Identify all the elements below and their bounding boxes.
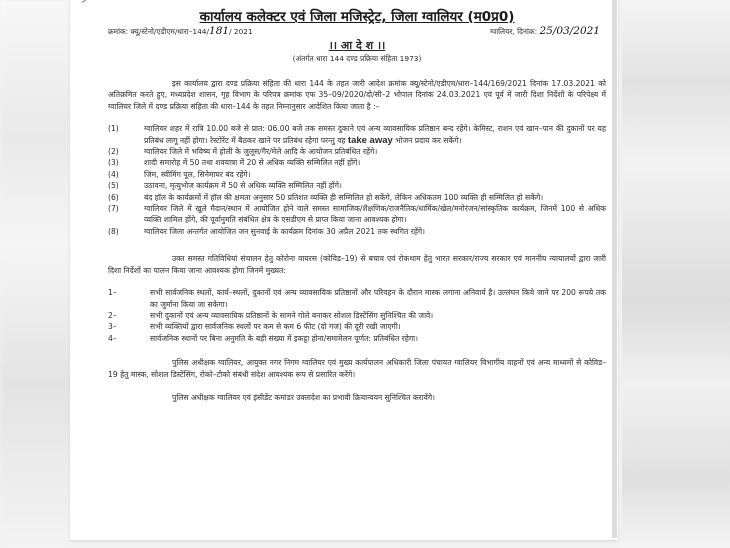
order-item (108, 123, 606, 146)
guideline-text: सार्वजनिक स्थानों पर बिना अनुमति के बड़ी संख्या में इकट्ठा होना/समामेलन पूर्णत: प्रतिबंधित रहेगा। (150, 333, 418, 343)
order-item (108, 203, 606, 226)
guideline-item (108, 287, 606, 310)
order-text: ग्वालियर जिले में खुले मैदान/स्थान में आयोजित होने वाले समस्त सामाजिक/शैक्षणिक/राजनैतिक/धार्मिक/खेल/मनोरंजन/सांस्कृतिक कार्यक्रम, जिनमें 100 से अधिक व्यक्ति शामिल होंगे, की पूर्वानुमति संबंधित क्षेत्र के एसडीएम से प्राप्त किया जाना आवश्यक होगा। (144, 204, 606, 225)
reference-number (108, 26, 253, 37)
guideline-text: सभी सार्वजनिक स्थलों, कार्य–स्थलों, दुकानों एवं अन्य व्यावसायिक प्रतिष्ठानों और परिवहन के दौरान मास्क लगाना अनिवार्य है। उल्लंघन किये जाने पर 200 रूपये तक का जुर्माना किया जा सकेगा। (150, 288, 606, 309)
reference-year: / 2021 (229, 27, 253, 36)
background-left (0, 0, 70, 548)
office-title: कार्यालय कलेक्टर एवं जिला मजिस्ट्रेट, जिला ग्वालियर (म0प्र0) (199, 9, 515, 25)
order-number: (8) (108, 226, 119, 236)
order-item (108, 169, 606, 180)
guideline-item (108, 333, 606, 344)
guideline-number: 3– (108, 322, 117, 332)
order-heading: ।। आ दे श ।। (328, 39, 386, 52)
order-number: (2) (108, 147, 119, 157)
background-right (622, 0, 730, 548)
pen-mark (82, 0, 101, 3)
order-number: (3) (108, 158, 119, 168)
order-document (108, 0, 606, 403)
guideline-item (108, 321, 606, 332)
order-item (108, 226, 606, 237)
order-number: (6) (108, 192, 119, 202)
document-page (70, 0, 618, 540)
order-number: (1) (108, 124, 119, 134)
order-text: ग्वालियर जिले में भविष्य में होली के जुलूस/गैर/मेले आदि के आयोजन प्रतिबंधित रहेंगे। (144, 147, 378, 157)
order-item (108, 146, 606, 157)
guideline-item (108, 310, 606, 321)
order-number: (7) (108, 204, 119, 214)
sub-heading: (अंतर्गत धारा 144 दण्ड प्रक्रिया संहिता 1973) (292, 54, 422, 63)
order-item (108, 192, 606, 203)
order-number: (4) (108, 169, 119, 179)
handwritten-number: 181 (209, 25, 230, 37)
enforcement-paragraph: पुलिस अधीक्षक ग्वालियर एवं इंसीडेंट कमांडर उक्तादेश का प्रभावी क्रियान्वयन सुनिश्चित करावेंगे। (172, 392, 435, 402)
order-text-part: ग्वालियर शहर में रात्रि 10.00 बजे से प्रात: 06.00 बजे तक समस्त दुकाने एवं अन्य व्यावसायिक प्रतिष्ठान बन्द रहेंगे। केमिस्ट, राशन एवं खान–पान की दुकानों पर यह प्रतिबंध लागू नहीं होगा। रेस्टोरेंट में बैठकर खाने पर प्रतिबंध रहेगा परन्तु वह (144, 124, 606, 145)
order-text-part: भोजन प्रदाय कर सकेंगे। (395, 135, 462, 145)
scrollbar[interactable] (612, 0, 617, 538)
guideline-number: 1– (108, 288, 117, 298)
order-item (108, 157, 606, 168)
take-away-text: take away (347, 134, 393, 146)
guideline-number: 4– (108, 333, 117, 343)
publicity-paragraph: पुलिस अधीक्षक ग्वालियर, आयुक्त नगर निगम ग्वालियर एवं मुख्य कार्यपालन अधिकारी जिला पंचायत ग्वालियर विभागीय वाहनों एवं अन्य माध्यमों से कोविड–19 हेतु मास्क, सोशल डिस्टेंसिंग, रोको–टोको संबंधी संदेश आवश्यक रूप से प्रसारित करेंगे। (108, 358, 606, 379)
order-text: ग्वालियर जिला अन्तर्गत आयोजित जन सुनवाई के कार्यक्रम दिनांक 30 अप्रैल 2021 तक स्थगित रहेंगे। (144, 226, 426, 236)
order-text: बंद हॉल के कार्यक्रमों में हॉल की क्षमता अनुसार 50 प्रतिशत व्यक्ति ही सम्मिलित हो सकेंगे, लेकिन अधिकतम 100 व्यक्ति ही सम्मिलित हो सकेंगे। (144, 192, 544, 202)
guideline-text: सभी दुकानों एवं अन्य व्यावसायिक प्रतिष्ठानों के सामने गोले बनाकर सोशल डिस्टेंसिंग सुनिश्चित की जावे। (150, 310, 434, 320)
orders-list (108, 123, 606, 237)
order-text: जिम, स्वीमिंग पूल, सिनेमाघर बंद रहेंगे। (144, 169, 251, 179)
place-date (490, 26, 600, 37)
guidelines-list (108, 287, 606, 344)
covid-paragraph: उक्त समस्त गतिविधियां संचालन हेतु कोरोना वायरस (कोविड–19) से बचाव एवं रोकथाम हेतु भारत सरकार/राज्य सरकार एवं माननीय न्यायालयों द्वारा जारी दिशा निर्देशों का पालन किया जाना आवश्यक होगा जिनमें मुख्यत: (108, 254, 606, 275)
order-text: शादी समारोह में 50 तथा शवयात्रा में 20 से अधिक व्यक्ति सम्मिलित नहीं होंगे। (144, 158, 361, 168)
order-text (144, 123, 606, 146)
place-date-label: ग्वालियर, दिनांक: (490, 27, 538, 36)
order-item (108, 180, 606, 191)
order-text: उठावना, मृत्युभोज कार्यक्रम में 50 से अधिक व्यक्ति सम्मिलित नहीं होंगे। (144, 181, 342, 191)
order-number: (5) (108, 181, 119, 191)
reference-label: क्रमांक: क्यू/स्टेनो/एडीएम/धारा–144/ (108, 27, 210, 36)
reference-line (108, 26, 606, 37)
guideline-number: 2– (108, 310, 117, 320)
intro-paragraph: इस कार्यालय द्वारा दण्ड प्रक्रिया संहिता की धारा 144 के तहत जारी आदेश क्रमांक क्यू/स्टेनो/एडीएम/धारा–144/169/2021 दिनांक 17.03.2021 को अतिक्रमित करते हुए, मध्यप्रदेश शासन, गृह विभाग के परिपत्र क्रमांक एफ 35–09/2020/दो/सी–2 भोपाल दिनांक 24.03.2021 एवं पूर्व में जारी दिशा निर्देशों के परिपेक्ष्य में ग्वालियर जिले में दण्ड प्रक्रिया संहिता की धारा–144 के तहत निम्नानुसार आदेशित किया जाता है :– (108, 79, 606, 111)
guideline-text: सभी व्यक्तियों द्वारा सार्वजनिक स्थलों पर कम से कम 6 फीट (दो गज) की दूरी रखी जाएगी। (150, 322, 401, 332)
handwritten-date: 25/03/2021 (539, 25, 600, 37)
